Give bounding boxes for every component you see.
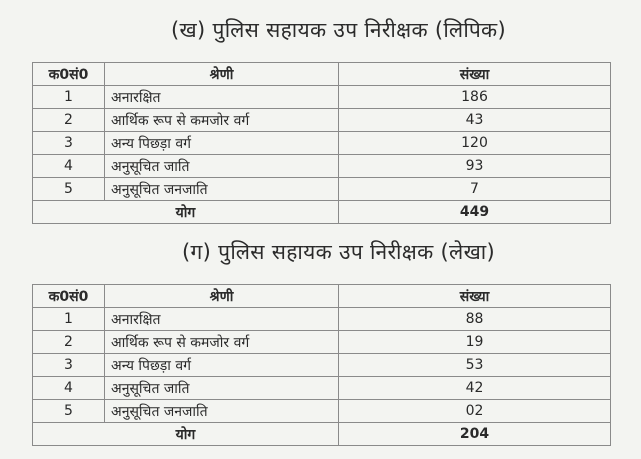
- section-title-clerk: (ख) पुलिस सहायक उप निरीक्षक (लिपिक): [171, 18, 506, 42]
- cell-serial-no: 4: [33, 155, 105, 178]
- cell-count: 42: [339, 377, 611, 400]
- header-category: श्रेणी: [105, 285, 339, 308]
- total-value: 449: [339, 201, 611, 224]
- header-serial-no: क0सं0: [33, 63, 105, 86]
- section-title-accounts: (ग) पुलिस सहायक उप निरीक्षक (लेखा): [182, 240, 495, 264]
- cell-serial-no: 1: [33, 86, 105, 109]
- header-category: श्रेणी: [105, 63, 339, 86]
- vacancy-table-accounts: [32, 284, 611, 446]
- header-count: संख्या: [339, 63, 611, 86]
- cell-count: 43: [339, 109, 611, 132]
- total-row: [33, 201, 611, 224]
- table-row: [33, 354, 611, 377]
- vacancy-table-clerk: [32, 62, 611, 224]
- cell-serial-no: 2: [33, 109, 105, 132]
- table-row: [33, 178, 611, 201]
- header-count: संख्या: [339, 285, 611, 308]
- cell-category: अनुसूचित जनजाति: [105, 400, 339, 423]
- cell-count: 120: [339, 132, 611, 155]
- table-row: [33, 86, 611, 109]
- cell-category: अनारक्षित: [105, 308, 339, 331]
- total-label: योग: [33, 201, 339, 224]
- cell-category: आर्थिक रूप से कमजोर वर्ग: [105, 109, 339, 132]
- total-label: योग: [33, 423, 339, 446]
- cell-category: अनारक्षित: [105, 86, 339, 109]
- cell-serial-no: 1: [33, 308, 105, 331]
- cell-count: 02: [339, 400, 611, 423]
- cell-count: 53: [339, 354, 611, 377]
- cell-serial-no: 3: [33, 354, 105, 377]
- cell-category: अन्य पिछड़ा वर्ग: [105, 354, 339, 377]
- cell-count: 93: [339, 155, 611, 178]
- header-serial-no: क0सं0: [33, 285, 105, 308]
- cell-serial-no: 5: [33, 400, 105, 423]
- table-row: [33, 331, 611, 354]
- total-row: [33, 423, 611, 446]
- table-row: [33, 132, 611, 155]
- cell-count: 88: [339, 308, 611, 331]
- total-value: 204: [339, 423, 611, 446]
- cell-count: 7: [339, 178, 611, 201]
- cell-category: अनुसूचित जनजाति: [105, 178, 339, 201]
- cell-serial-no: 5: [33, 178, 105, 201]
- table-row: [33, 109, 611, 132]
- cell-category: अन्य पिछड़ा वर्ग: [105, 132, 339, 155]
- cell-category: अनुसूचित जाति: [105, 377, 339, 400]
- cell-category: आर्थिक रूप से कमजोर वर्ग: [105, 331, 339, 354]
- cell-category: अनुसूचित जाति: [105, 155, 339, 178]
- cell-serial-no: 3: [33, 132, 105, 155]
- cell-count: 186: [339, 86, 611, 109]
- table-row: [33, 400, 611, 423]
- table-row: [33, 377, 611, 400]
- table-header-row: [33, 285, 611, 308]
- cell-serial-no: 2: [33, 331, 105, 354]
- cell-count: 19: [339, 331, 611, 354]
- table-row: [33, 155, 611, 178]
- table-header-row: [33, 63, 611, 86]
- table-row: [33, 308, 611, 331]
- cell-serial-no: 4: [33, 377, 105, 400]
